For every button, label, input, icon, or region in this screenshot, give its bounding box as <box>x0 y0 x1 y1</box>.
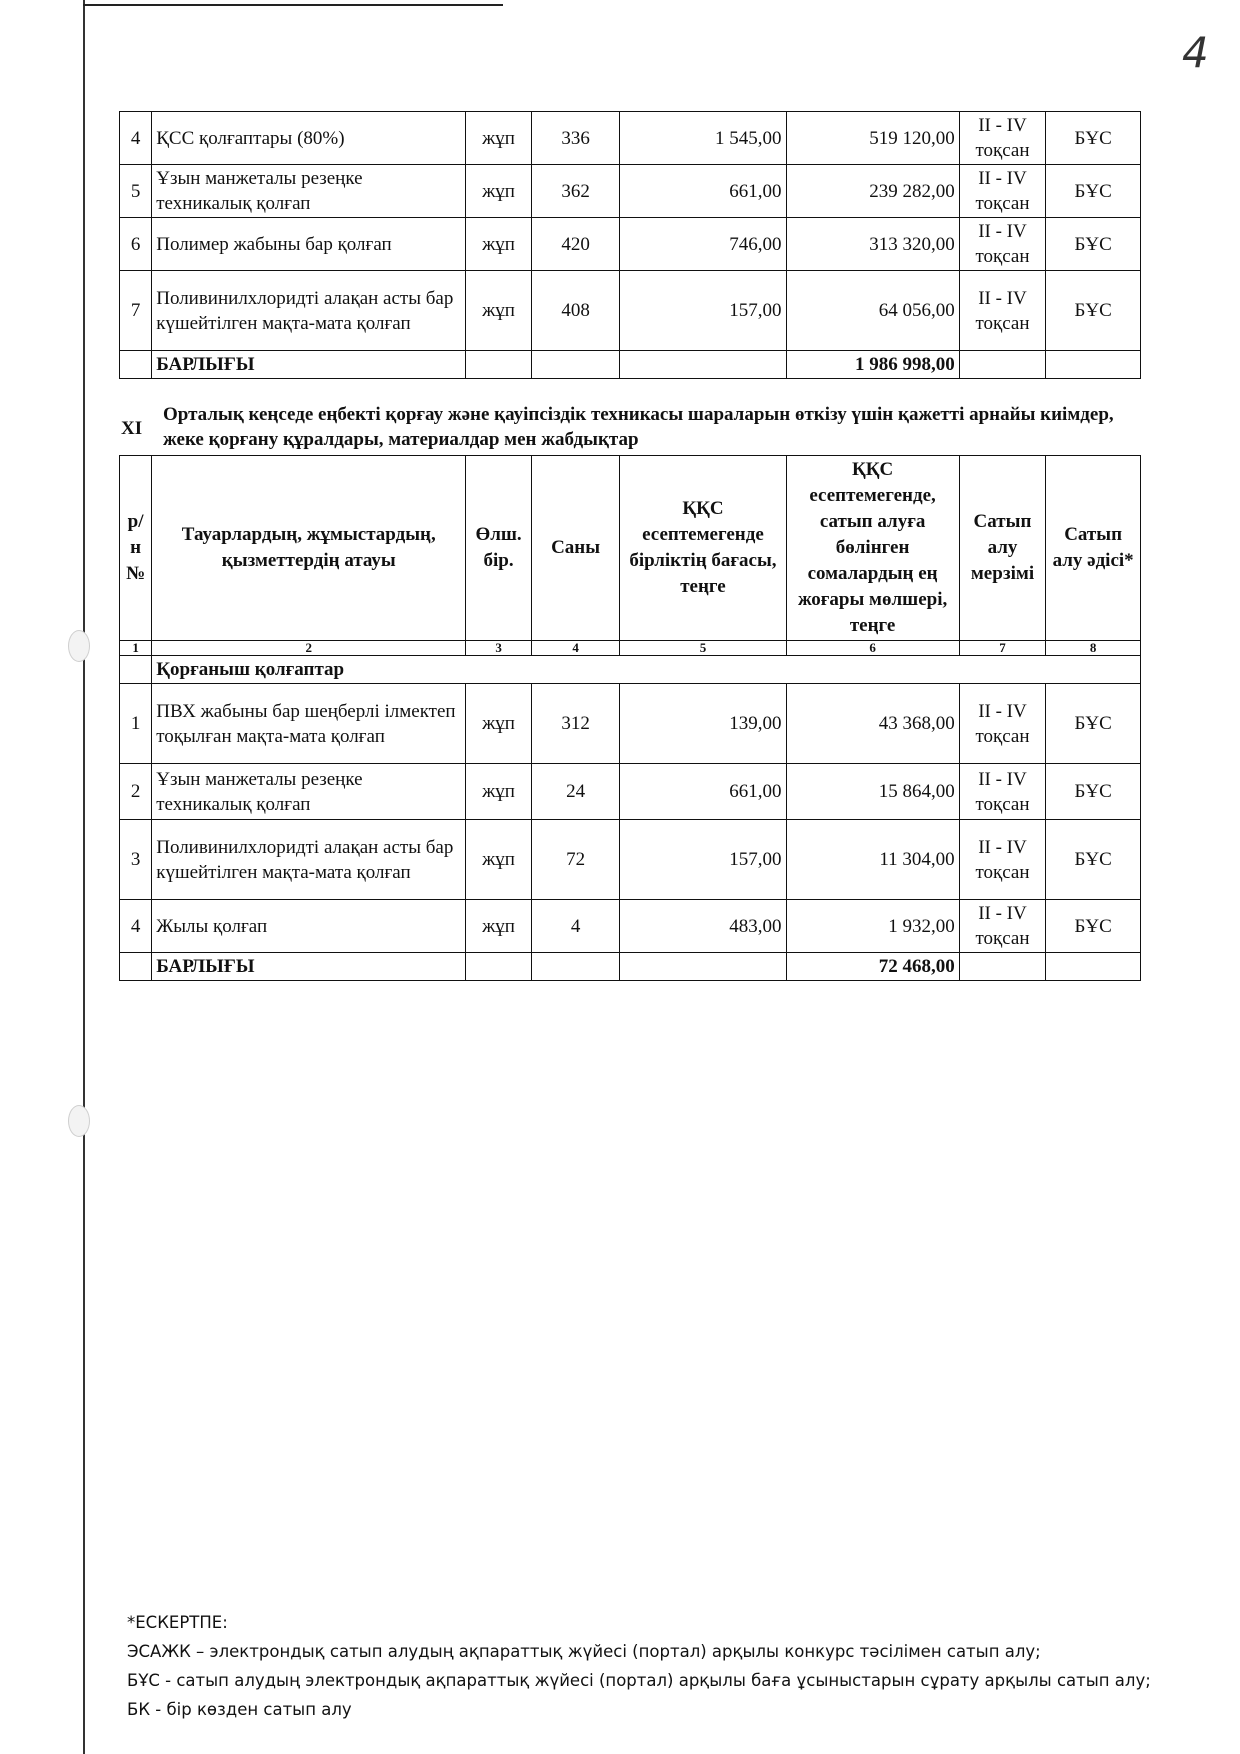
total-sum-cell: 43 368,00 <box>786 684 959 764</box>
purchase-term-cell: II - IV тоқсан <box>959 900 1046 953</box>
column-number: 4 <box>531 641 620 656</box>
item-name: ПВХ жабыны бар шеңберлі ілмектеп тоқылған мақта-мата қолғап <box>152 684 466 764</box>
purchase-term-cell: II - IV тоқсан <box>959 165 1046 218</box>
header-item-name: Тауарлардың, жұмыстардың, қызметтердің атауы <box>152 456 466 641</box>
row-number: 1 <box>120 684 152 764</box>
item-name: Ұзын манжеталы резеңке техникалық қолғап <box>152 764 466 820</box>
unit-price-cell: 661,00 <box>620 764 786 820</box>
purchase-method-cell: БҰС <box>1046 684 1141 764</box>
row-number: 7 <box>120 271 152 351</box>
unit-price-cell: 746,00 <box>620 218 786 271</box>
total-row <box>120 351 1141 379</box>
row-number: 2 <box>120 764 152 820</box>
table-row <box>120 112 1141 165</box>
column-number: 8 <box>1046 641 1141 656</box>
purchase-term-cell: II - IV тоқсан <box>959 764 1046 820</box>
column-number-row <box>120 641 1141 656</box>
table-row <box>120 764 1141 820</box>
group-row <box>120 656 1141 684</box>
table-header-row <box>120 456 1141 641</box>
footnote-line: БК - бір көзден сатып алу <box>127 1700 352 1719</box>
table-row <box>120 900 1141 953</box>
purchase-term-cell: II - IV тоқсан <box>959 820 1046 900</box>
quantity-cell: 408 <box>531 271 620 351</box>
total-sum-cell: 519 120,00 <box>786 112 959 165</box>
unit-cell: жұп <box>466 684 531 764</box>
grand-total-sum: 72 468,00 <box>786 953 959 981</box>
footnote-line: БҰС - сатып алудың электрондық ақпараттық жүйесі (портал) арқылы баға ұсыныстарын сұрату арқылы сатып алу; <box>127 1671 1151 1690</box>
header-total-sum: ҚҚС есептемегенде, сатып алуға бөлінген сомалардың ең жоғары мөлшері, теңге <box>786 456 959 641</box>
column-number: 3 <box>466 641 531 656</box>
total-sum-cell: 1 932,00 <box>786 900 959 953</box>
purchase-method-cell: БҰС <box>1046 165 1141 218</box>
purchase-method-cell: БҰС <box>1046 820 1141 900</box>
purchase-table-continued <box>119 111 1141 379</box>
row-number: 3 <box>120 820 152 900</box>
unit-price-cell: 483,00 <box>620 900 786 953</box>
purchase-method-cell: БҰС <box>1046 271 1141 351</box>
quantity-cell: 336 <box>531 112 620 165</box>
item-name: Поливинилхлоридті алақан асты бар күшейтілген мақта-мата қолғап <box>152 271 466 351</box>
unit-cell: жұп <box>466 112 531 165</box>
purchase-term-cell: II - IV тоқсан <box>959 271 1046 351</box>
purchase-term-cell: II - IV тоқсан <box>959 112 1046 165</box>
unit-price-cell: 139,00 <box>620 684 786 764</box>
total-sum-cell: 11 304,00 <box>786 820 959 900</box>
unit-cell: жұп <box>466 218 531 271</box>
total-row <box>120 953 1141 981</box>
unit-cell: жұп <box>466 271 531 351</box>
item-name: Ұзын манжеталы резеңке техникалық қолғап <box>152 165 466 218</box>
item-name: ҚСС қолғаптары (80%) <box>152 112 466 165</box>
quantity-cell: 420 <box>531 218 620 271</box>
unit-cell: жұп <box>466 165 531 218</box>
table-row <box>120 165 1141 218</box>
unit-cell: жұп <box>466 764 531 820</box>
table-row <box>120 218 1141 271</box>
purchase-method-cell: БҰС <box>1046 112 1141 165</box>
header-unit: Өлш. бір. <box>466 456 531 641</box>
header-purchase-method: Сатып алу әдісі* <box>1046 456 1141 641</box>
footnote-line: ЭСАЖК – электрондық сатып алудың ақпараттық жүйесі (портал) арқылы конкурс тәсілімен сатып алу; <box>127 1642 1041 1661</box>
unit-price-cell: 157,00 <box>620 271 786 351</box>
unit-cell: жұп <box>466 820 531 900</box>
footnote-title: *ЕСКЕРТПЕ: <box>127 1613 228 1632</box>
item-name: Жылы қолғап <box>152 900 466 953</box>
quantity-cell: 72 <box>531 820 620 900</box>
total-label: БАРЛЫҒЫ <box>152 953 466 981</box>
table-row <box>120 820 1141 900</box>
unit-cell: жұп <box>466 900 531 953</box>
quantity-cell: 312 <box>531 684 620 764</box>
punch-hole <box>68 1105 90 1137</box>
quantity-cell: 362 <box>531 165 620 218</box>
unit-price-cell: 661,00 <box>620 165 786 218</box>
group-title: Қорғаныш қолғаптар <box>152 656 1141 684</box>
row-number: 4 <box>120 112 152 165</box>
purchase-method-cell: БҰС <box>1046 900 1141 953</box>
header-row-number: р/н № <box>120 456 152 641</box>
purchase-method-cell: БҰС <box>1046 764 1141 820</box>
column-number: 6 <box>786 641 959 656</box>
row-number: 4 <box>120 900 152 953</box>
purchase-term-cell: II - IV тоқсан <box>959 218 1046 271</box>
total-sum-cell: 15 864,00 <box>786 764 959 820</box>
quantity-cell: 24 <box>531 764 620 820</box>
total-sum-cell: 313 320,00 <box>786 218 959 271</box>
total-sum-cell: 239 282,00 <box>786 165 959 218</box>
unit-price-cell: 157,00 <box>620 820 786 900</box>
total-sum-cell: 64 056,00 <box>786 271 959 351</box>
purchase-term-cell: II - IV тоқсан <box>959 684 1046 764</box>
column-number: 1 <box>120 641 152 656</box>
purchase-method-cell: БҰС <box>1046 218 1141 271</box>
header-quantity: Саны <box>531 456 620 641</box>
row-number: 5 <box>120 165 152 218</box>
punch-hole <box>68 630 90 662</box>
page-number: 4 <box>1182 28 1209 77</box>
footnotes <box>127 1608 1151 1724</box>
column-number: 5 <box>620 641 786 656</box>
item-name: Полимер жабыны бар қолғап <box>152 218 466 271</box>
grand-total-sum: 1 986 998,00 <box>786 351 959 379</box>
protective-equipment-table <box>119 455 1141 981</box>
header-purchase-term: Сатып алу мерзімі <box>959 456 1046 641</box>
binding-margin-line <box>83 0 85 1754</box>
top-edge-line <box>83 4 503 6</box>
unit-price-cell: 1 545,00 <box>620 112 786 165</box>
row-number: 6 <box>120 218 152 271</box>
table-row <box>120 684 1141 764</box>
section-title: Орталық кеңседе еңбекті қорғау және қауіпсіздік техникасы шараларын өткізу үшін қажетті арнайы киімдер, жеке қорғану құралдары, материалдар мен жабдықтар <box>163 404 1114 450</box>
item-name: Поливинилхлоридті алақан асты бар күшейтілген мақта-мата қолғап <box>152 820 466 900</box>
column-number: 2 <box>152 641 466 656</box>
column-number: 7 <box>959 641 1046 656</box>
header-unit-price: ҚҚС есептемегенде бірліктің бағасы, теңге <box>620 456 786 641</box>
table-row <box>120 271 1141 351</box>
section-number: XI <box>121 418 143 439</box>
quantity-cell: 4 <box>531 900 620 953</box>
section-heading <box>121 402 1121 452</box>
total-label: БАРЛЫҒЫ <box>152 351 466 379</box>
